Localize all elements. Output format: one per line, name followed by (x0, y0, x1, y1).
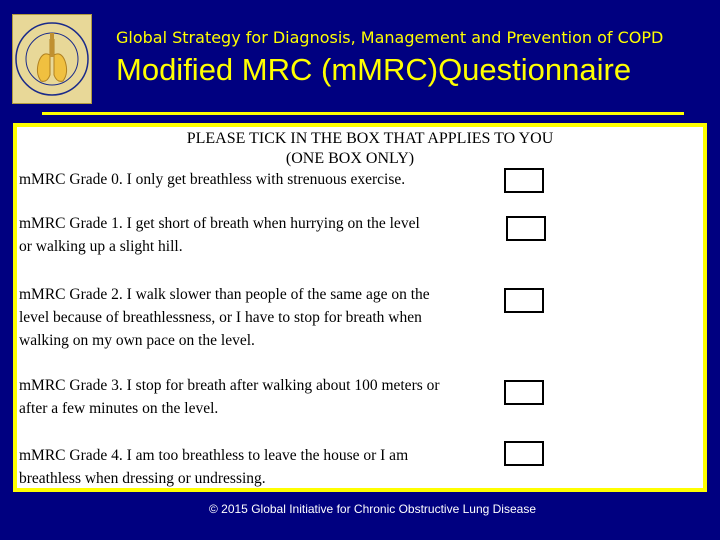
grade-4-line-2: breathless when dressing or undressing. (19, 470, 266, 487)
lungs-icon (13, 15, 91, 103)
grade-2-line-1: mMRC Grade 2. I walk slower than people of the same age on the (19, 286, 430, 303)
grade-2-line-3: walking on my own pace on the level. (19, 332, 255, 349)
grade-4-line-1: mMRC Grade 4. I am too breathless to leave the house or I am (19, 447, 409, 464)
grade-3-text (19, 374, 440, 420)
grade-3-checkbox[interactable] (504, 380, 544, 405)
instruction-line-1: PLEASE TICK IN THE BOX THAT APPLIES TO YOU (186, 130, 554, 147)
grade-1-line-1: mMRC Grade 1. I get short of breath when hurrying on the level (19, 215, 420, 232)
title-divider (42, 112, 684, 115)
slide-subtitle: Global Strategy for Diagnosis, Management and Prevention of COPD (116, 28, 664, 47)
grade-1-text (19, 212, 420, 258)
grade-0-text (19, 168, 405, 191)
grade-4-checkbox[interactable] (504, 441, 544, 466)
questionnaire-panel (13, 123, 707, 492)
instruction-line-2: (ONE BOX ONLY) (285, 150, 415, 167)
grade-3-line-1: mMRC Grade 3. I stop for breath after walking about 100 meters or (19, 377, 440, 394)
grade-1-line-2: or walking up a slight hill. (19, 238, 183, 255)
grade-1-checkbox[interactable] (506, 216, 546, 241)
grade-3-line-2: after a few minutes on the level. (19, 400, 219, 417)
slide-title: Modified MRC (mMRC)Questionnaire (116, 52, 632, 87)
grade-2-checkbox[interactable] (504, 288, 544, 313)
grade-2-text (19, 283, 430, 352)
grade-0-line-1: mMRC Grade 0. I only get breathless with strenuous exercise. (19, 171, 406, 188)
copyright-footer: © 2015 Global Initiative for Chronic Obstructive Lung Disease (208, 502, 536, 516)
gold-logo (12, 14, 92, 104)
grade-2-line-2: level because of breathlessness, or I have to stop for breath when (19, 309, 422, 326)
grade-0-checkbox[interactable] (504, 168, 544, 193)
grade-4-text (19, 444, 408, 490)
instructions (17, 129, 703, 169)
